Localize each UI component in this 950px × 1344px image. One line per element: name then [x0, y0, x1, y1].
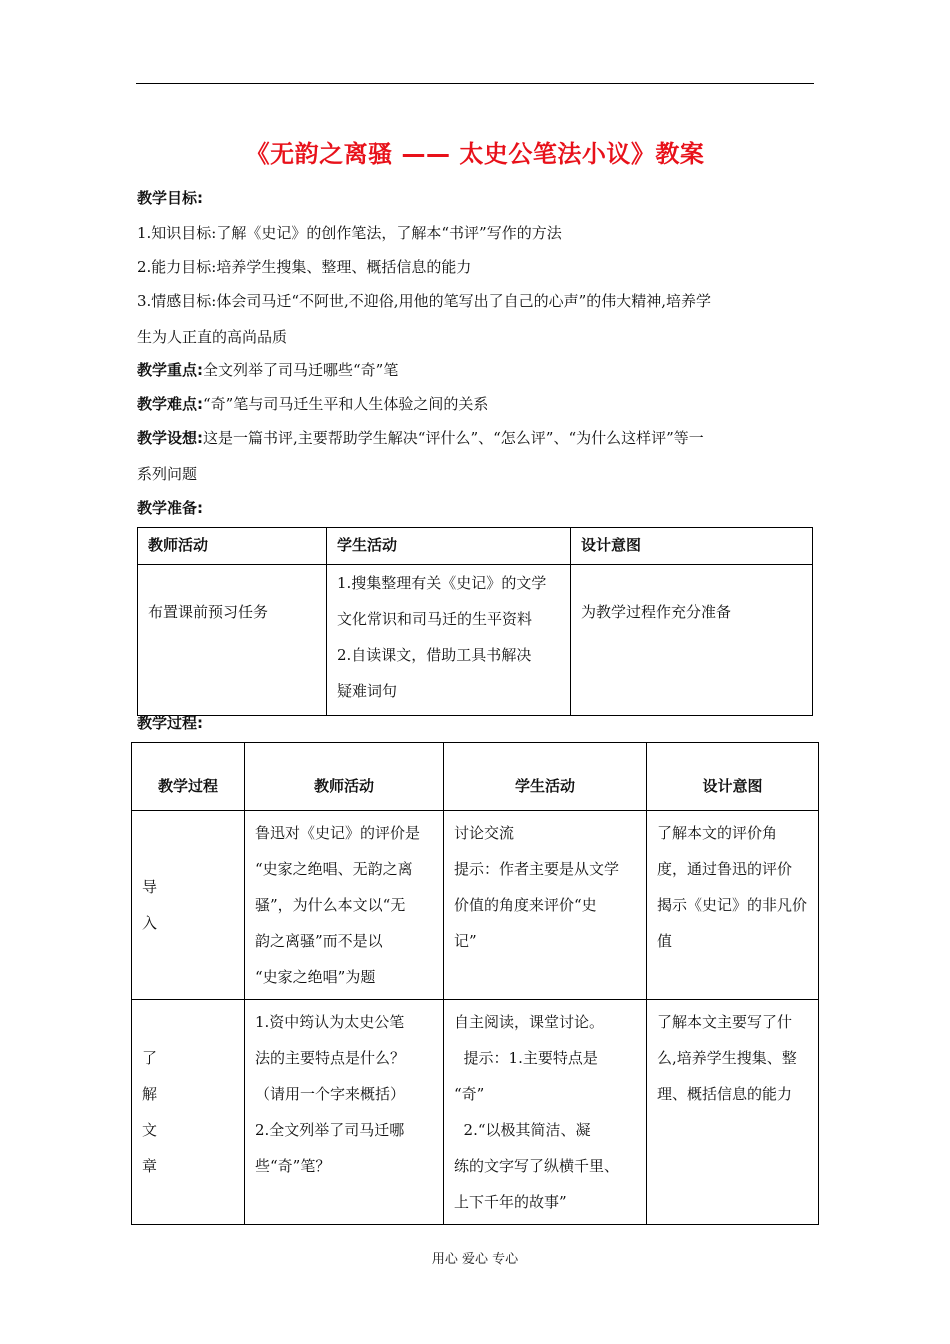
text-line: “史家之绝唱”为题 [255, 968, 376, 986]
text-line: 么,培养学生搜集、整 [657, 1049, 797, 1067]
text-line: 韵之离骚”而不是以 [255, 932, 383, 950]
text-line: 骚”，为什么本文以“无 [255, 896, 406, 914]
stage-char: 解 [142, 1085, 158, 1103]
table-row [138, 565, 813, 716]
text-line: 揭示《史记》的非凡价 [657, 896, 808, 914]
text-line: 自主阅读，课堂讨论。 [454, 1013, 605, 1031]
text-line: 理、概括信息的能力 [657, 1085, 793, 1103]
text-line: 记” [454, 932, 477, 950]
text-line: 上下千年的故事” [454, 1193, 567, 1211]
table-row [138, 528, 813, 565]
stage-char: 文 [142, 1121, 158, 1139]
table-row [132, 1000, 819, 1225]
stage-char: 导 [142, 878, 158, 896]
prep-label: 教学准备: [137, 499, 203, 517]
intent-cell-understand [647, 1000, 819, 1225]
page-footer: 用心 爱心 专心 [431, 1252, 519, 1267]
stage-char: 章 [142, 1157, 158, 1175]
text-line: 疑难词句 [337, 682, 398, 700]
text-line: 了解本文主要写了什 [657, 1013, 793, 1031]
focus-label: 教学重点: [137, 361, 203, 379]
text-line: 提示：作者主要是从文学 [454, 860, 620, 878]
text-line: 鲁迅对《史记》的评价是 [255, 824, 421, 842]
process-label: 教学过程: [137, 714, 203, 732]
text-line: 价值的角度来评价“史 [454, 896, 597, 914]
table-row [132, 743, 819, 811]
text-line: 度，通过鲁迅的评价 [657, 860, 793, 878]
focus-text: 全文列举了司马迁哪些“奇”笔 [203, 361, 399, 379]
document-title: 《无韵之离骚 —— 太史公笔法小议》教案 [245, 140, 705, 168]
text-line: “史家之绝唱、无韵之离 [255, 860, 413, 878]
process-header-student: 学生活动 [444, 743, 647, 811]
difficulty-label: 教学难点: [137, 395, 203, 413]
difficulty-text: “奇”笔与司马迁生平和人生体验之间的关系 [203, 395, 489, 413]
student-cell-intro [444, 811, 647, 1000]
process-header-intent: 设计意图 [647, 743, 819, 811]
text-line: “奇” [454, 1085, 485, 1103]
text-line: 值 [657, 932, 673, 950]
intent-cell-intro [647, 811, 819, 1000]
difficulty-line [137, 393, 488, 414]
focus-line [137, 359, 398, 380]
stage-char: 了 [142, 1049, 158, 1067]
process-table [131, 742, 819, 1225]
student-cell-understand [444, 1000, 647, 1225]
goal-3-line-1: 3.情感目标:体会司马迁“不阿世,不迎俗,用他的笔写出了自己的心声”的伟大精神,培养学 [137, 292, 712, 310]
goal-3-line-2: 生为人正直的高尚品质 [137, 328, 288, 346]
prep-header-student: 学生活动 [327, 528, 571, 565]
text-line: 文化常识和司马迁的生平资料 [337, 610, 533, 628]
text-line: 1.搜集整理有关《史记》的文学 [337, 574, 547, 592]
teacher-cell-intro [245, 811, 444, 1000]
table-row [132, 811, 819, 1000]
teacher-cell-understand [245, 1000, 444, 1225]
text-line: 2.“以极其简洁、凝 [454, 1121, 591, 1139]
process-header-teacher: 教师活动 [245, 743, 444, 811]
text-line: 2.自读课文，借助工具书解决 [337, 646, 532, 664]
prep-header-teacher: 教师活动 [138, 528, 327, 565]
goals-label: 教学目标: [137, 189, 203, 207]
design-line-1 [137, 427, 704, 448]
prep-table [137, 527, 813, 716]
prep-teacher-cell: 布置课前预习任务 [138, 565, 327, 716]
prep-header-intent: 设计意图 [571, 528, 813, 565]
text-line: 讨论交流 [454, 824, 515, 842]
process-header-stage: 教学过程 [132, 743, 245, 811]
text-line: 些“奇”笔？ [255, 1157, 331, 1175]
text-line: 练的文字写了纵横千里、 [454, 1157, 620, 1175]
stage-char: 入 [142, 914, 158, 932]
header-rule [136, 83, 814, 84]
text-line: 了解本文的评价角 [657, 824, 778, 842]
goal-1: 1.知识目标:了解《史记》的创作笔法，了解本“书评”写作的方法 [137, 224, 562, 242]
text-line: （请用一个字来概括） [255, 1085, 406, 1103]
stage-cell-understand [132, 1000, 245, 1225]
text-line: 提示：1.主要特点是 [454, 1049, 598, 1067]
prep-student-cell [327, 565, 571, 716]
prep-intent-cell: 为教学过程作充分准备 [571, 565, 813, 716]
design-text-line-1: 这是一篇书评,主要帮助学生解决“评什么”、“怎么评”、“为什么这样评”等一 [203, 429, 704, 447]
design-text-line-2: 系列问题 [137, 465, 198, 483]
text-line: 1.资中筠认为太史公笔 [255, 1013, 405, 1031]
goal-2: 2.能力目标:培养学生搜集、整理、概括信息的能力 [137, 258, 472, 276]
text-line: 2.全文列举了司马迁哪 [255, 1121, 405, 1139]
text-line: 法的主要特点是什么？ [255, 1049, 406, 1067]
design-label: 教学设想: [137, 429, 203, 447]
stage-cell-intro [132, 811, 245, 1000]
